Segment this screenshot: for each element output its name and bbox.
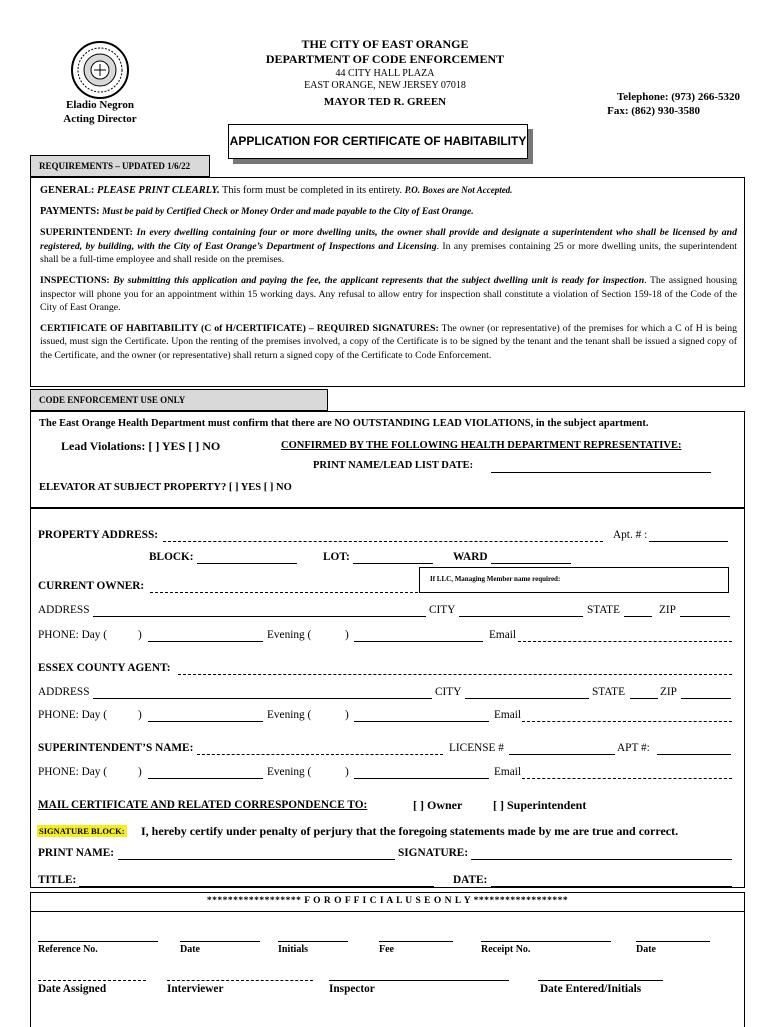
current-owner-label: CURRENT OWNER:: [38, 580, 145, 592]
super-label: SUPERINTENDENT:: [40, 227, 133, 239]
essex-state-label: STATE: [592, 686, 625, 698]
llc-note-box[interactable]: [419, 567, 729, 593]
block-label: BLOCK:: [149, 551, 194, 563]
city-seal-icon: [70, 40, 130, 100]
essex-city-field[interactable]: [465, 698, 589, 699]
super-bold: In every dwelling containing four or more dwelling units, the owner shall provide and designate a superintendent who shall be licensed by and registered, by building, with the City of East Orange’s Department of Inspections and Licensing: [40, 227, 738, 252]
telephone: Telephone: (973) 266-5320: [616, 91, 740, 103]
owner-zip-label: ZIP: [659, 604, 676, 616]
owner-city-field[interactable]: [459, 616, 583, 617]
signature-field[interactable]: [471, 859, 732, 860]
general-print: PLEASE PRINT CLEARLY.: [96, 185, 220, 196]
date-assigned-field[interactable]: [38, 980, 146, 981]
director-title: Acting Director: [63, 113, 137, 125]
super-apt-label: APT #:: [617, 742, 650, 754]
super-evening-label: Evening (: [267, 766, 312, 778]
official-use-banner: ****************** F O R O F F I C I A L U S E O N L Y ******************: [206, 896, 569, 906]
llc-note: If LLC, Managing Member name required:: [430, 575, 561, 583]
owner-state-field[interactable]: [624, 616, 652, 617]
essex-agent-field[interactable]: [178, 674, 732, 675]
owner-evening-close: ): [345, 629, 349, 641]
requirements-tab: [30, 155, 210, 177]
date1-label: Date: [180, 944, 200, 955]
owner-phone-day-field[interactable]: [148, 641, 263, 642]
director-name: Eladio Negron: [66, 99, 134, 111]
date-label: DATE:: [453, 874, 488, 886]
owner-zip-field[interactable]: [680, 616, 730, 617]
official-divider: [30, 911, 745, 912]
date-entered-field[interactable]: [538, 980, 663, 981]
address-line-1: 44 CITY HALL PLAZA: [335, 68, 435, 79]
payments-label: PAYMENTS:: [40, 205, 100, 217]
owner-phone-day-label: PHONE: Day (: [38, 629, 108, 641]
print-name-field[interactable]: [118, 859, 395, 860]
essex-address-field[interactable]: [93, 698, 432, 699]
elevator-checkboxes[interactable]: ELEVATOR AT SUBJECT PROPERTY? [ ] YES [ ] NO: [39, 482, 292, 493]
apt-label: Apt. # :: [613, 529, 648, 541]
ward-field[interactable]: [491, 563, 571, 564]
title-box: [228, 124, 528, 159]
owner-evening-label: Evening (: [267, 629, 312, 641]
date-assigned-label: Date Assigned: [38, 983, 107, 995]
fax: Fax: (862) 930-3580: [607, 105, 700, 117]
owner-address-field[interactable]: [93, 616, 426, 617]
signature-label: SIGNATURE:: [398, 847, 469, 859]
inspector-field[interactable]: [329, 980, 509, 981]
code-enforcement-box: [30, 411, 745, 508]
general-text: This form must be completed in its entirety.: [222, 185, 403, 196]
essex-agent-label: ESSEX COUNTY AGENT:: [38, 662, 171, 674]
super-name-field[interactable]: [197, 754, 443, 755]
essex-evening-field[interactable]: [354, 721, 489, 722]
owner-email-label: Email: [489, 629, 516, 641]
lot-label: LOT:: [323, 551, 350, 563]
essex-phone-day-field[interactable]: [148, 721, 263, 722]
ward-label: WARD: [453, 551, 488, 563]
essex-phone-day-close: ): [138, 709, 142, 721]
essex-email-label: Email: [494, 709, 521, 721]
property-address-label: PROPERTY ADDRESS:: [38, 529, 159, 541]
general-label: GENERAL:: [40, 185, 95, 196]
essex-zip-field[interactable]: [681, 698, 731, 699]
code-enforcement-tab-label: CODE ENFORCEMENT USE ONLY: [39, 395, 186, 405]
mayor-name: MAYOR TED R. GREEN: [323, 96, 447, 108]
official-use-box: [30, 892, 745, 1027]
date-field[interactable]: [491, 886, 732, 887]
print-name-lead-label: PRINT NAME/LEAD LIST DATE:: [313, 460, 474, 471]
date-entered-label: Date Entered/Initials: [540, 983, 642, 995]
lead-statement: The East Orange Health Department must confirm that there are NO OUTSTANDING LEAD VIOLATIONS, in the subject apartment.: [39, 418, 649, 429]
super-text: . In any premises containing 25 or more dwelling units, the superintendent shall be a full-time employee and shall reside on the premises.: [40, 240, 737, 266]
owner-city-label: CITY: [429, 604, 456, 616]
super-name-label: SUPERINTENDENT’S NAME:: [38, 742, 194, 754]
form-title: APPLICATION FOR CERTIFICATE OF HABITABILITY: [229, 134, 527, 148]
essex-city-label: CITY: [435, 686, 462, 698]
lot-field[interactable]: [353, 563, 433, 564]
essex-address-label: ADDRESS: [38, 686, 90, 698]
insp-bold: By submitting this application and paying the fee, the applicant represents that the subject dwelling unit is ready for inspection: [113, 274, 645, 286]
essex-email-field[interactable]: [522, 721, 732, 722]
super-email-field[interactable]: [522, 778, 732, 779]
owner-address-label: ADDRESS: [38, 604, 90, 616]
license-label: LICENSE #: [449, 742, 504, 754]
confirmed-by-label: CONFIRMED BY THE FOLLOWING HEALTH DEPARTMENT REPRESENTATIVE:: [281, 440, 682, 451]
owner-phone-day-close: ): [138, 629, 142, 641]
essex-state-field[interactable]: [630, 698, 658, 699]
requirements-box: [30, 177, 745, 387]
insp-label: INSPECTIONS:: [40, 274, 110, 286]
super-apt-field[interactable]: [657, 754, 731, 755]
interviewer-label: Interviewer: [167, 983, 224, 995]
fee-field[interactable]: [379, 941, 453, 942]
general-po: P.O. Boxes are Not Accepted.: [404, 185, 513, 195]
department-name: DEPARTMENT OF CODE ENFORCEMENT: [265, 52, 505, 66]
receipt-label: Receipt No.: [481, 944, 531, 955]
super-phone-day-close: ): [138, 766, 142, 778]
title-label: TITLE:: [38, 874, 77, 886]
city-name: THE CITY OF EAST ORANGE: [301, 37, 469, 51]
property-address-field[interactable]: [163, 541, 603, 542]
confirmed-by-text: CONFIRMED BY THE FOLLOWING HEALTH DEPARTMENT REPRESENTATIVE: [281, 440, 678, 451]
print-name-label: PRINT NAME:: [38, 847, 115, 859]
initials-field[interactable]: [278, 941, 348, 942]
requirements-tab-label: REQUIREMENTS – UPDATED 1/6/22: [39, 161, 191, 171]
lead-violations-checkboxes[interactable]: Lead Violations: [ ] YES [ ] NO: [61, 439, 221, 453]
owner-email-field[interactable]: [518, 641, 732, 642]
date2-label: Date: [636, 944, 656, 955]
block-field[interactable]: [197, 563, 297, 564]
mail-super-checkbox[interactable]: [ ] Superintendent: [493, 798, 587, 812]
requirements-text: [40, 184, 737, 370]
apt-field[interactable]: [649, 541, 728, 542]
super-evening-close: ): [345, 766, 349, 778]
super-phone-day-field[interactable]: [148, 778, 263, 779]
coh-text: The owner (or representative) of the premises for which a C of H is being issued, must sign the Certificate. Upon the renting of the premises involved, a copy of the Certificate is to be signed by the tenant and the tenant shall be issued a signed copy of the Certificate, and the owner (or representative) shall return a signed copy of the Certificate to Code Enforcement.: [40, 322, 738, 361]
insp-text: . The assigned housing inspector will phone you for an appointment within 15 working days. Any refusal to allow entry for inspection shall constitute a violation of Section 159-18 of the Code of the City of East Orange.: [40, 274, 737, 314]
date1-field[interactable]: [180, 941, 260, 942]
owner-evening-field[interactable]: [354, 641, 483, 642]
super-email-label: Email: [494, 766, 521, 778]
fee-label: Fee: [379, 944, 394, 955]
address-line-2: EAST ORANGE, NEW JERSEY 07018: [304, 80, 466, 91]
essex-zip-label: ZIP: [660, 686, 677, 698]
code-enforcement-tab: [30, 389, 328, 411]
interviewer-field[interactable]: [167, 980, 313, 981]
initials-label: Initials: [278, 944, 309, 955]
reference-label: Reference No.: [38, 944, 98, 955]
payments-text: Must be paid by Certified Check or Money Order and made payable to the City of East Orange.: [102, 206, 474, 217]
print-name-lead-field[interactable]: [491, 472, 711, 473]
reference-field[interactable]: [38, 941, 158, 942]
signature-block-label: SIGNATURE BLOCK:: [39, 826, 125, 836]
mail-cert-label: MAIL CERTIFICATE AND RELATED CORRESPONDENCE TO:: [38, 799, 368, 811]
essex-evening-label: Evening (: [267, 709, 312, 721]
coh-label: CERTIFICATE OF HABITABILITY (C of H/CERTIFICATE) – REQUIRED SIGNATURES:: [40, 322, 439, 334]
license-field[interactable]: [509, 754, 615, 755]
receipt-field[interactable]: [481, 941, 611, 942]
date2-field[interactable]: [636, 941, 710, 942]
mail-owner-checkbox[interactable]: [ ] Owner: [413, 798, 463, 812]
owner-state-label: STATE: [587, 604, 620, 616]
certify-statement: I, hereby certify under penalty of perjury that the foregoing statements made by me are true and correct.: [141, 824, 679, 838]
current-owner-field[interactable]: [150, 592, 418, 593]
essex-phone-day-label: PHONE: Day (: [38, 709, 108, 721]
super-evening-field[interactable]: [354, 778, 489, 779]
title-field[interactable]: [79, 886, 434, 887]
super-phone-day-label: PHONE: Day (: [38, 766, 108, 778]
inspector-label: Inspector: [329, 983, 375, 995]
essex-evening-close: ): [345, 709, 349, 721]
